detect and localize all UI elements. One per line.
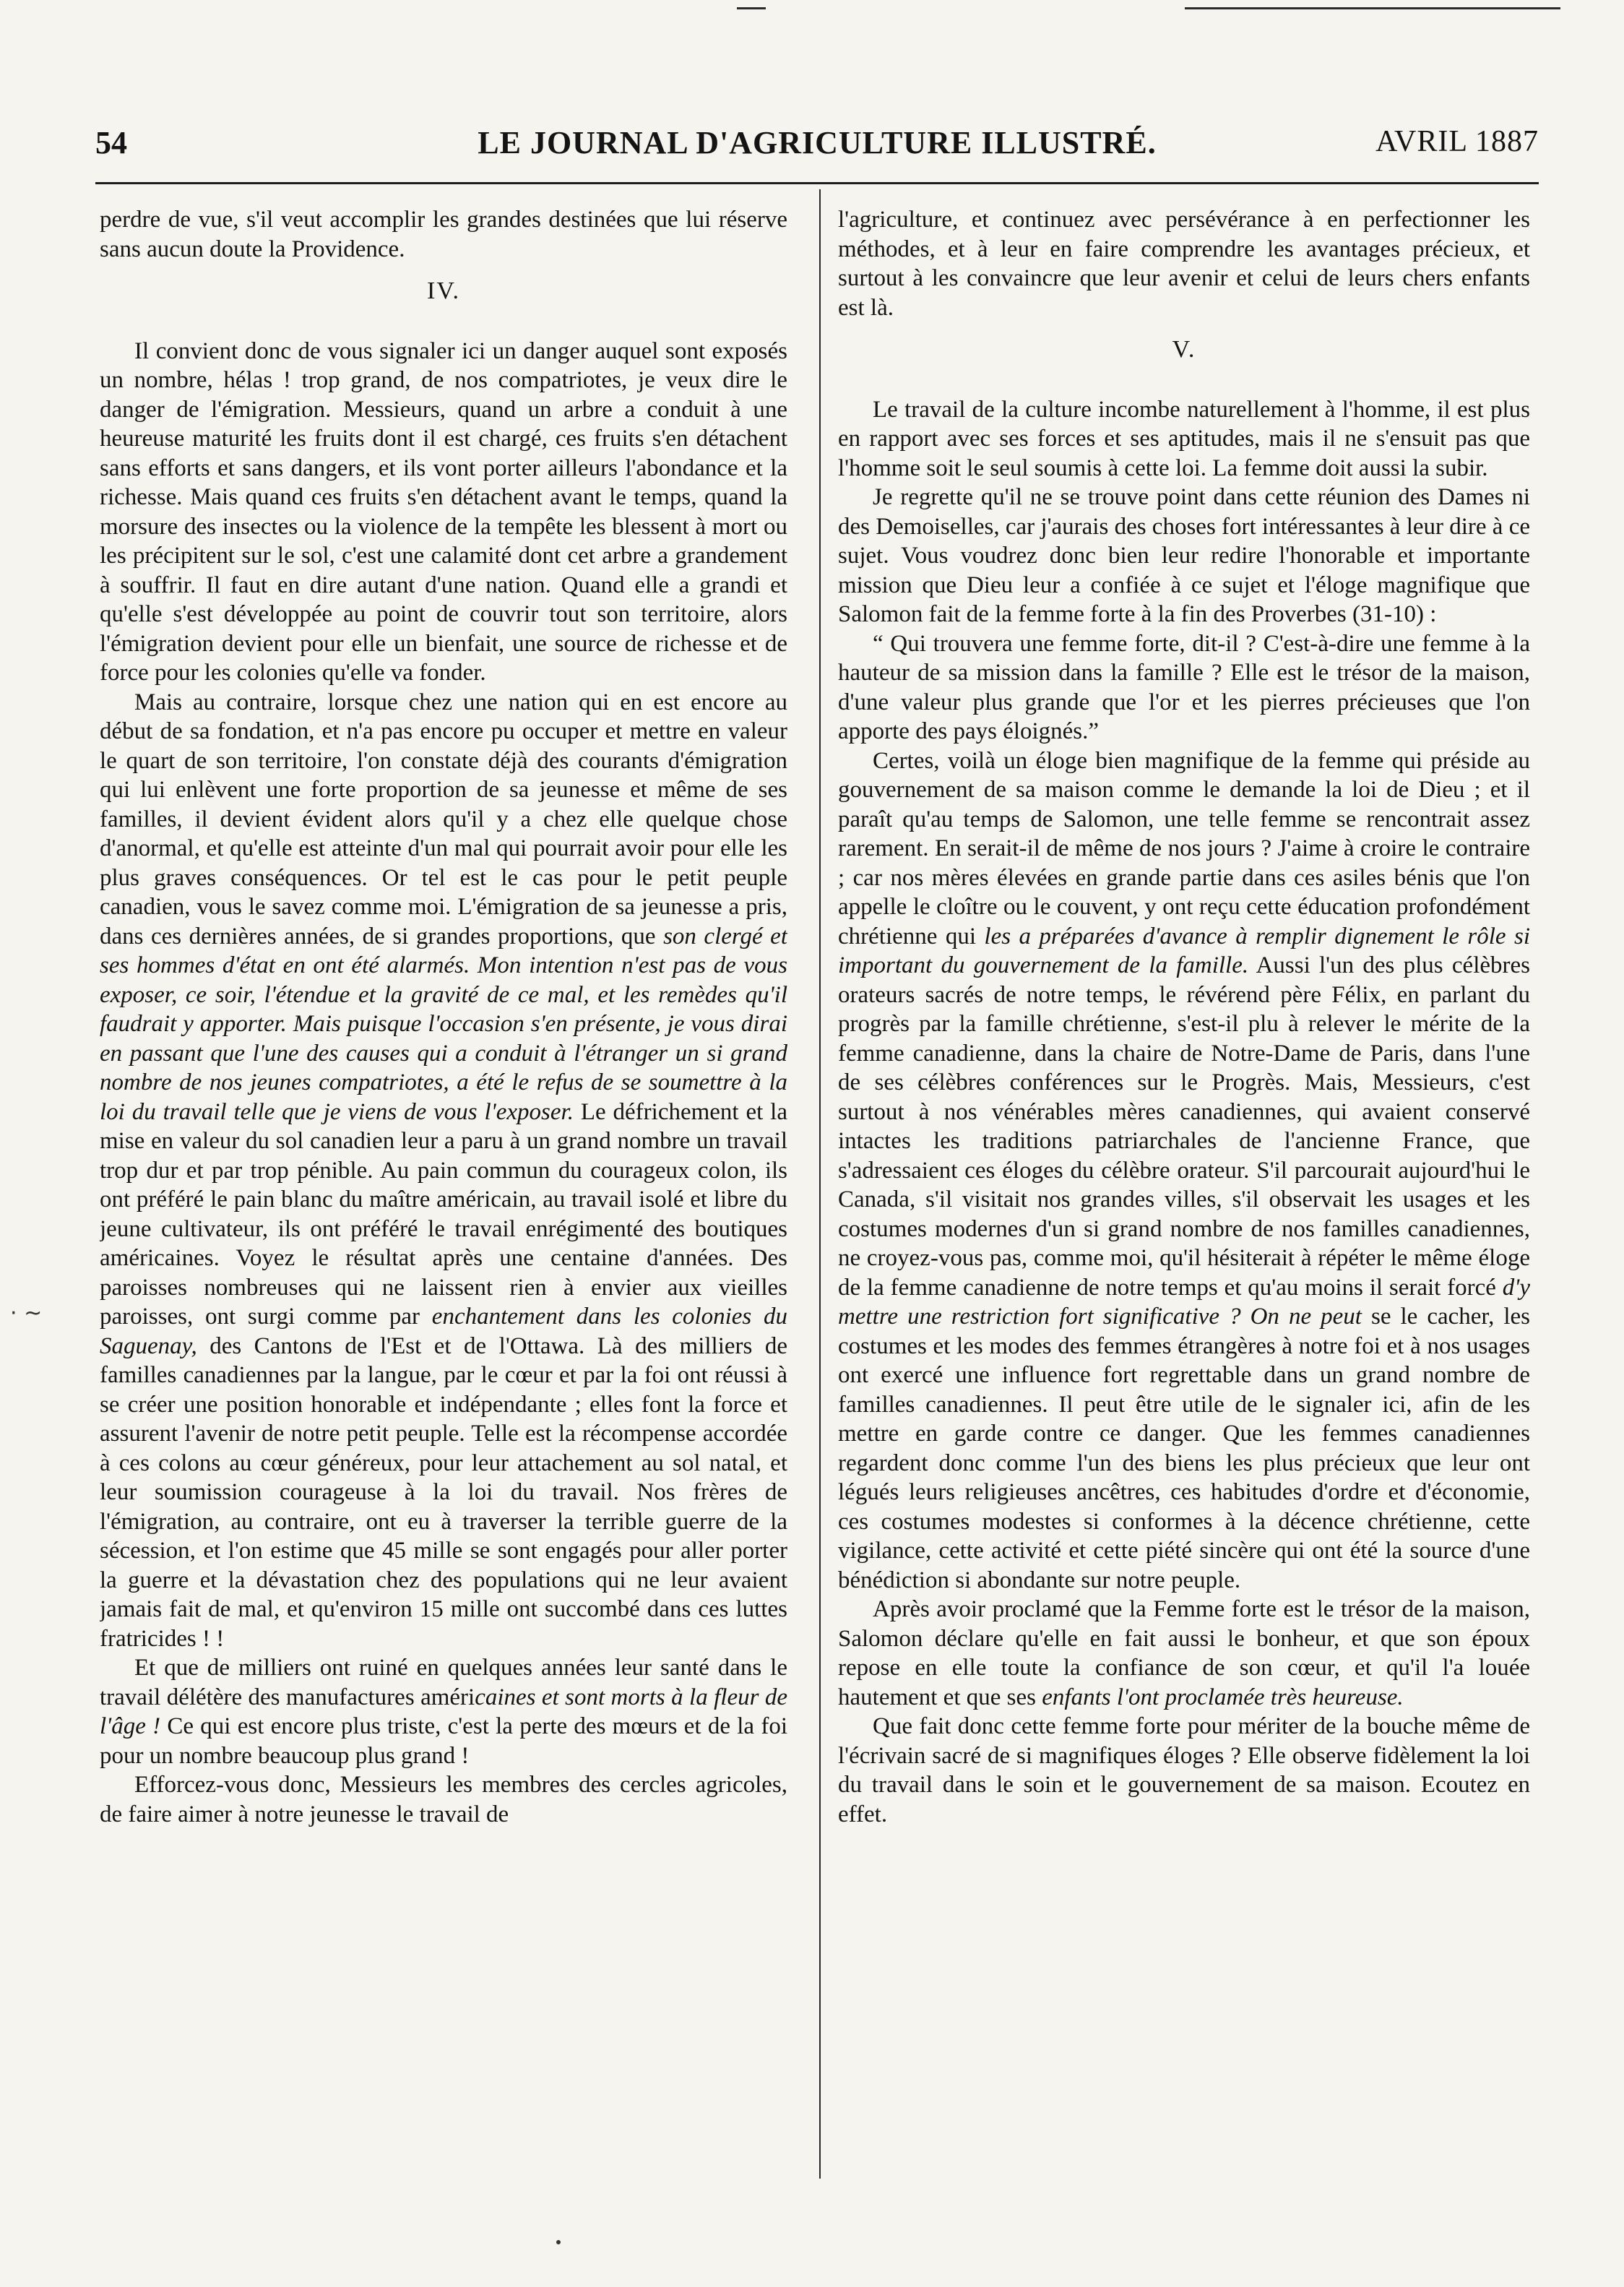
scan-mark [737, 7, 766, 9]
margin-mark: · ~ [10, 1301, 43, 1326]
scan-mark [1185, 7, 1560, 9]
page-number: 54 [95, 125, 127, 160]
quotation: “ Qui trouvera une femme forte, dit-il ? C'est-à-dire une femme à la hauteur de sa mission dans la famille ? Elle est le trésor de la maison, d'une valeur plus grande que l'or et les pierres précieuses que l'on apporte des pays éloignés.” [838, 630, 1530, 744]
paragraph: Efforcez-vous donc, Messieurs les membres des cercles agricoles, de faire aimer à notre jeunesse le travail de [100, 1772, 787, 1827]
ink-dot [556, 2240, 561, 2244]
italic-passage: enchantement dans les colonies du Saguenay, [100, 1304, 787, 1359]
paragraph: l'agriculture, et continuez avec persévérance à en perfectionner les méthodes, et à leur en faire comprendre les avantages précieux, et surtout à les convaincre que leur avenir et celui de leurs chers enfants est là. [838, 207, 1530, 321]
paragraph: Après avoir proclamé que la Femme forte est le trésor de la maison, Salomon déclare qu'elle en fait aussi le bonheur, et que son époux repose en elle toute la confiance de son cœur, et qu'il l'a louée hautement et que ses enfants l'ont proclamée très heureuse. [838, 1596, 1530, 1710]
issue-date: AVRIL 1887 [1375, 125, 1539, 158]
paragraph: Il convient donc de vous signaler ici un danger auquel sont exposés un nombre, hélas ! trop grand, de nos compatriotes, je veux dire le danger de l'émigration. Messieurs, quand un arbre a conduit à une heureuse maturité les fruits dont il est chargé, ces fruits s'en détachent sans efforts et sans dangers, et ils vont porter ailleurs l'abondance et la richesse. Mais quand ces fruits s'en détachent avant le temps, quand la morsure des insectes ou la violence de la tempête les blessent à mort ou les précipitent sur le sol, c'est une calamité dont cet arbre a grandement à souffrir. Il faut en dire autant d'une nation. Quand elle a grandi et qu'elle s'est développée au point de couvrir tout son territoire, alors l'émigration devient pour elle un bienfait, une source de richesse et de force pour les colonies qu'elle va fonder. [100, 337, 787, 686]
section-heading-v: V. [1172, 336, 1196, 363]
section-heading-iv: IV. [427, 277, 460, 304]
italic-passage: enfants l'ont proclamée très heureuse. [1042, 1684, 1404, 1710]
paragraph: Et que de milliers ont ruiné en quelques années leur santé dans le travail délétère des manufactures américaines et sont morts à la fleur de l'âge ! Ce qui est encore plus triste, c'est la perte des mœurs et de la foi pour un nombre beaucoup plus grand ! [100, 1655, 787, 1769]
left-column [100, 205, 787, 2171]
column-divider [819, 189, 821, 2179]
italic-passage: les a préparées d'avance à remplir dignement le rôle si important du gouvernement de la famille. [838, 923, 1530, 978]
page-header [95, 124, 1539, 175]
journal-title: LE JOURNAL D'AGRICULTURE ILLUSTRÉ. [478, 125, 1157, 160]
paragraph: Que fait donc cette femme forte pour mériter de la bouche même de l'écrivain sacré de si magnifiques éloges ? Elle observe fidèlement la loi du travail dans le soin et le gouvernement de sa maison. Ecoutez en effet. [838, 1713, 1530, 1827]
right-column [838, 205, 1530, 2171]
paragraph: Je regrette qu'il ne se trouve point dans cette réunion des Dames ni des Demoiselles, car j'aurais des choses fort intéressantes à leur dire à ce sujet. Vous voudrez donc bien leur redire l'honorable et importante mission que Dieu leur a confiée à ce sujet et l'éloge magnifique que Salomon fait de la femme forte à la fin des Proverbes (31-10) : [838, 484, 1530, 627]
paragraph: Le travail de la culture incombe naturellement à l'homme, il est plus en rapport avec ses forces et ses aptitudes, mais il ne s'ensuit pas que l'homme soit le seul soumis à cette loi. La femme doit aussi la subir. [838, 396, 1530, 481]
italic-passage: caines et sont morts à la fleur de l'âge ! [100, 1684, 787, 1739]
paragraph: perdre de vue, s'il veut accomplir les grandes destinées que lui réserve sans aucun doute la Providence. [100, 207, 787, 262]
italic-passage: d'y mettre une restriction fort significative ? On ne peut [838, 1274, 1530, 1330]
paragraph: Certes, voilà un éloge bien magnifique de la femme qui préside au gouvernement de sa maison comme le demande la loi de Dieu ; et il paraît qu'au temps de Salomon, une telle femme se rencontrait assez rarement. En serait-il de même de nos jours ? J'aime à croire le contraire ; car nos mères élevées en grande partie dans ces asiles bénis que l'on appelle le cloître ou le couvent, y ont reçu cette éducation profondément chrétienne qui les a préparées d'avance à remplir dignement le rôle si important du gouvernement de la famille. Aussi l'un des plus célèbres orateurs sacrés de notre temps, le révérend père Félix, en parlant du progrès par la famille chrétienne, s'est-il plu à relever le mérite de la femme canadienne, dans la chaire de Notre-Dame de Paris, dans l'une de ses célèbres conférences sur le Progrès. Mais, Messieurs, c'est surtout à nos vénérables mères canadiennes, qui avaient conservé intactes les traditions patriarchales de l'ancienne France, que s'adressaient ces éloges du célèbre orateur. S'il parcourait aujourd'hui le Canada, s'il visitait nos grandes villes, s'il observait les usages et les costumes modernes d'un si grand nombre de nos familles canadiennes, ne croyez-vous pas, comme moi, qu'il hésiterait à répéter le même éloge de la femme canadienne de notre temps et qu'au moins il serait forcé d'y mettre une restriction fort significative ? On ne peut se le cacher, les costumes et les modes des femmes étrangères à notre foi et à nos usages ont exercé une influence fort regrettable dans un grand nombre de familles canadiennes. Il peut être utile de le signaler ici, afin de les mettre en garde contre ce danger. Que les femmes canadiennes regardent donc comme l'un des biens les plus précieux que leur ont légués leurs religieuses ancêtres, ces habitudes d'ordre et d'économie, ces costumes modestes si conformes à la décence chrétienne, cette vigilance, cette activité et cette piété sincère qui ont été la source d'une bénédiction si abondante sur notre peuple. [838, 747, 1530, 1593]
header-rule [95, 182, 1539, 184]
paragraph: Mais au contraire, lorsque chez une nation qui en est encore au début de sa fondation, et n'a pas encore pu occuper et mettre en valeur le quart de son territoire, l'on constate déjà des courants d'émigration qui lui enlèvent une forte proportion de sa jeunesse et même de ses familles, il devient évident alors qu'il y a chez elle quelque chose d'anormal, et qu'elle est atteinte d'un mal qui pourrait avoir pour elle les plus graves conséquences. Or tel est le cas pour le petit peuple canadien, vous le savez comme moi. L'émigration de sa jeunesse a pris, dans ces dernières années, de si grandes proportions, que son clergé et ses hommes d'état en ont été alarmés. Mon intention n'est pas de vous exposer, ce soir, l'étendue et la gravité de ce mal, et les remèdes qu'il faudrait y apporter. Mais puisque l'occasion s'en présente, je vous dirai en passant que l'une des causes qui a conduit à l'étranger un si grand nombre de nos jeunes compatriotes, a été le refus de se soumettre à la loi du travail telle que je viens de vous l'exposer. Le défrichement et la mise en valeur du sol canadien leur a paru à un grand nombre un travail trop dur et par trop pénible. Au pain commun du courageux colon, ils ont préféré le pain blanc du maître américain, au travail isolé et libre du jeune cultivateur, ils ont préféré le travail enrégimenté des boutiques américaines. Voyez le résultat après une centaine d'années. Des paroisses nombreuses qui ne laissent rien à envier aux vieilles paroisses, ont surgi comme par enchantement dans les colonies du Saguenay, des Cantons de l'Est et de l'Ottawa. Là des milliers de familles canadiennes par la langue, par le cœur et par la foi ont réussi à se créer une position honorable et indépendante ; elles font la force et assurent l'avenir de notre petit peuple. Telle est la récompense accordée à ces colons au cœur généreux, pour leur attachement au sol natal, et leur soumission courageuse à la loi du travail. Nos frères de l'émigration, au contraire, ont eu à traverser la terrible guerre de la sécession, et l'on estime que 45 mille se sont engagés pour aller porter la guerre et la dévastation chez des populations qui ne leur avaient jamais fait de mal, et qu'environ 15 mille ont succombé dans ces luttes fratricides ! ! [100, 689, 787, 1652]
italic-passage: son clergé et ses hommes d'état en ont été alarmés. Mon intention n'est pas de vous exposer, ce soir, l'étendue et la gravité de ce mal, et les remèdes qu'il faudrait y apporter. Mais puisque l'occasion s'en présente, je vous dirai en passant que l'une des causes qui a conduit à l'étranger un si grand nombre de nos jeunes compatriotes, a été le refus de se soumettre à la loi du travail telle que je viens de vous l'exposer. [100, 923, 787, 1125]
